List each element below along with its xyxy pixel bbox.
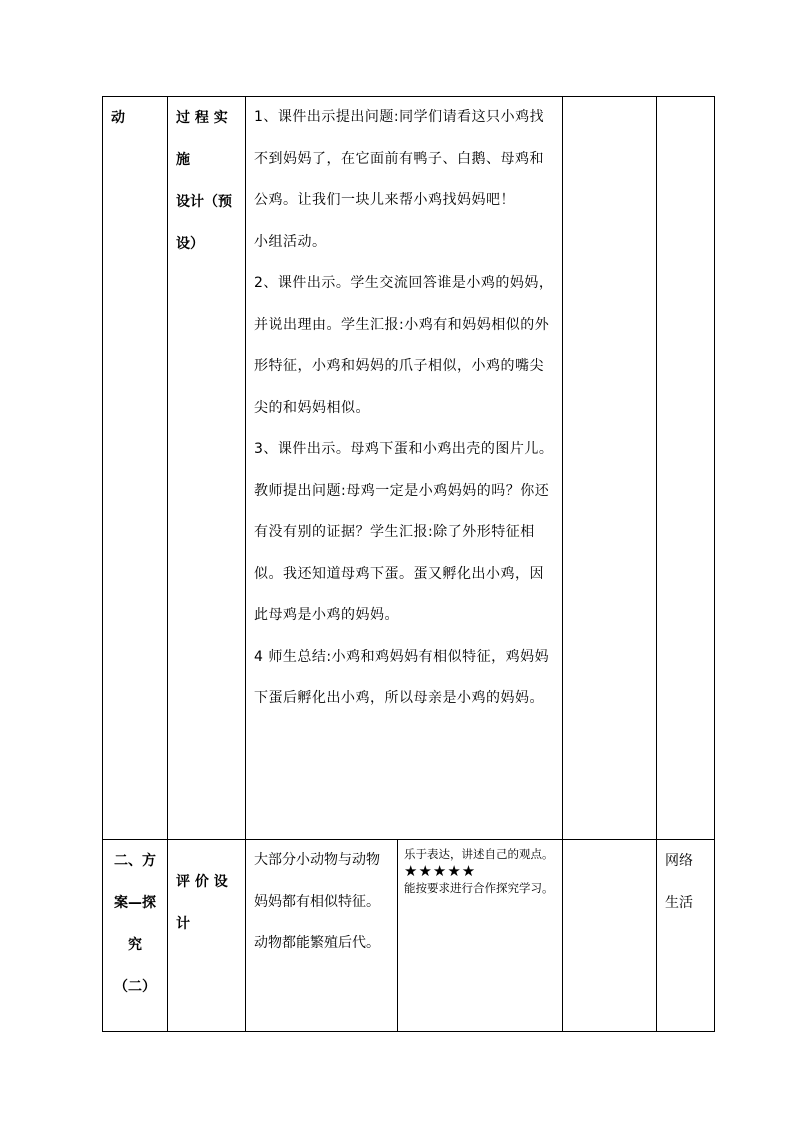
phase-cell	[168, 97, 246, 840]
stage-cell	[103, 97, 168, 840]
evaluation-line: 能按要求进行合作探究学习。	[404, 881, 554, 895]
process-step: 3、课件出示。母鸡下蛋和小鸡出壳的图片儿。教师提出问题:母鸡一定是小鸡妈妈的吗？你还有没有别的证据？学生汇报:除了外形特征相似。我还知道母鸡下蛋。蛋又孵化出小鸡，因此母鸡是小鸡的妈妈。	[254, 441, 554, 623]
stage-cell	[103, 840, 168, 1032]
stage-label-line: 究	[128, 937, 142, 953]
resource-item: 网络	[665, 853, 693, 869]
phase-label-line: 设）	[176, 236, 204, 252]
evaluation-cell	[398, 840, 563, 1032]
phase-label-line: 设计（预	[176, 194, 232, 210]
phase-label-line: 施	[176, 152, 190, 168]
stage-label-line: 案—探	[114, 895, 156, 911]
empty-cell	[563, 840, 657, 1032]
table-row	[103, 840, 715, 1032]
process-step: 1、课件出示提出问题:同学们请看这只小鸡找不到妈妈了，在它面前有鸭子、白鹅、母鸡和公鸡。让我们一块儿来帮小鸡找妈妈吧！	[254, 109, 545, 208]
process-step: 4 师生总结:小鸡和鸡妈妈有相似特征，鸡妈妈下蛋后孵化出小鸡，所以母亲是小鸡的妈妈。	[254, 648, 550, 706]
phase-cell	[168, 840, 246, 1032]
empty-cell	[657, 97, 715, 840]
resource-item: 生活	[665, 895, 693, 911]
phase-label-line: 过 程 实	[176, 110, 228, 126]
lesson-plan-table	[102, 96, 715, 1032]
stage-label: 动	[111, 110, 125, 126]
star-rating: ★★★★★	[404, 862, 477, 880]
process-step: 2、课件出示。学生交流回答谁是小鸡的妈妈，并说出理由。学生汇报:小鸡有和妈妈相似的外形特征，小鸡和妈妈的爪子相似，小鸡的嘴尖尖的和妈妈相似。	[254, 275, 554, 416]
stage-label-line: 二、方	[114, 853, 156, 869]
empty-cell	[563, 97, 657, 840]
evaluation-line: 乐于表达，讲述自己的观点。	[404, 847, 554, 861]
phase-label-line: 评 价 设	[176, 874, 228, 890]
stage-label-line: （二）	[114, 979, 156, 995]
resource-cell	[657, 840, 715, 1032]
phase-label-line: 计	[176, 916, 190, 932]
process-step: 小组活动。	[254, 233, 327, 250]
table-row	[103, 97, 715, 840]
summary-cell	[246, 840, 398, 1032]
process-cell	[246, 97, 563, 840]
summary-text: 大部分小动物与动物妈妈都有相似特征。动物都能繁殖后代。	[254, 852, 380, 951]
